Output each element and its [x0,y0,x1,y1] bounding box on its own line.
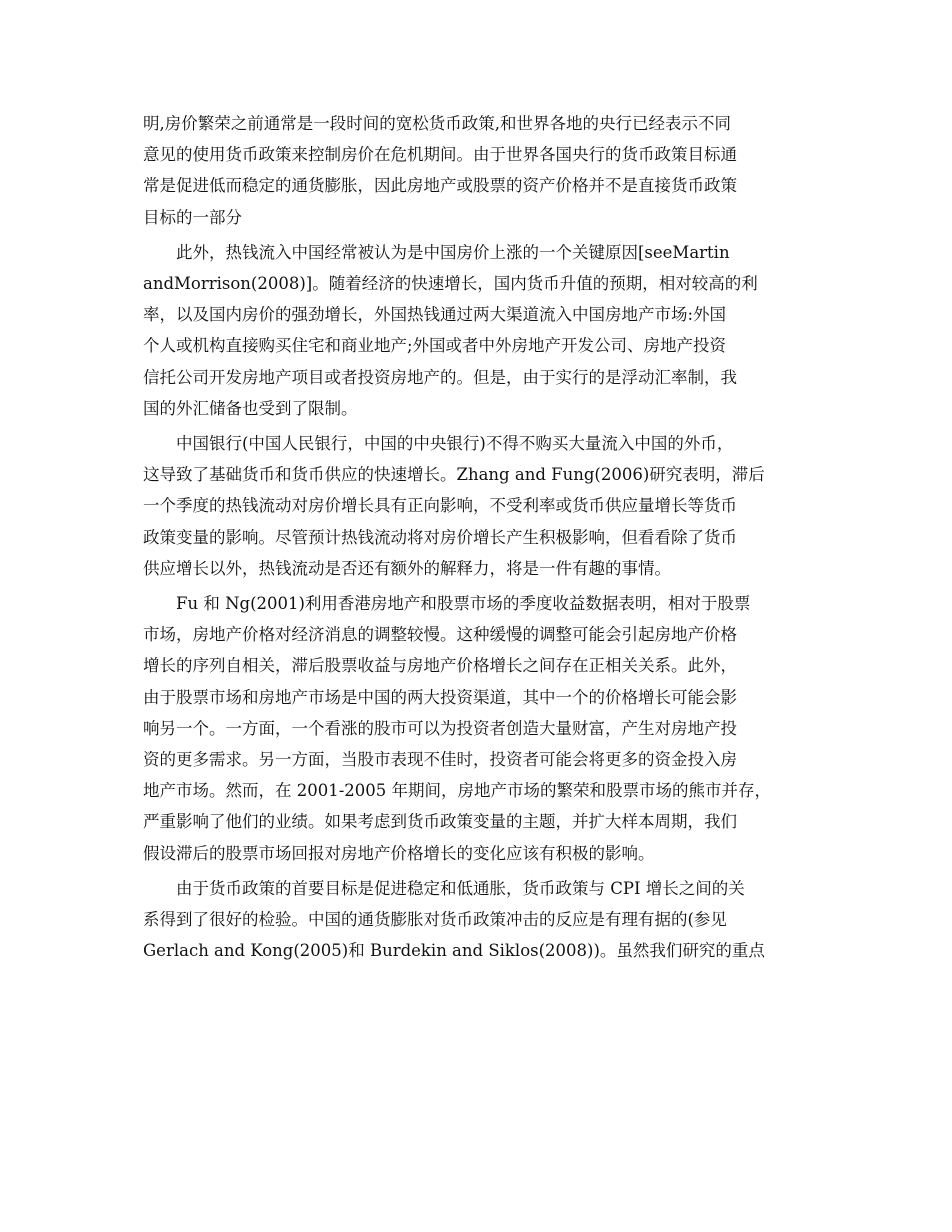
text-line: Fu 和 Ng(2001)利用香港房地产和股票市场的季度收益数据表明，相对于股票 [176,594,751,614]
text-line: 市场，房地产价格对经济消息的调整较慢。这种缓慢的调整可能会引起房地产价格 [143,625,737,645]
text-line: 中国银行(中国人民银行，中国的中央银行)不得不购买大量流入中国的外币， [176,434,734,454]
paragraph-2 [143,237,815,424]
text-line: 一个季度的热钱流动对房价增长具有正向影响，不受利率或货币供应量增长等货币 [143,496,737,516]
text-line: 增长的序列自相关，滞后股票收益与房地产价格增长之间存在正相关关系。此外， [143,656,737,676]
text-line: 个人或机构直接购买住宅和商业地产;外国或者中外房地产开发公司、房地产投资 [143,336,727,356]
text-line: Gerlach and Kong(2005)和 Burdekin and Siklos(2008))。虽然我们研究的重点 [143,941,765,961]
paragraph-5 [143,873,815,967]
text-line: 此外，热钱流入中国经常被认为是中国房价上涨的一个关键原因[seeMartin [176,242,730,262]
text-line: 地产市场。然而，在 2001-2005 年期间，房地产市场的繁荣和股票市场的熊市并存， [143,781,772,801]
text-line: 常是促进低而稳定的通货膨胀，因此房地产或股票的资产价格并不是直接货币政策 [143,176,737,196]
text-line: 这导致了基础货币和货币供应的快速增长。Zhang and Fung(2006)研究表明，滞后 [143,465,765,485]
text-line: 由于股票市场和房地产市场是中国的两大投资渠道，其中一个的价格增长可能会影 [143,687,737,707]
text-line: 资的更多需求。另一方面，当股市表现不佳时，投资者可能会将更多的资金投入房 [143,750,737,770]
paragraph-4 [143,588,815,869]
text-line: 假设滞后的股票市场回报对房地产价格增长的变化应该有积极的影响。 [143,843,655,863]
text-line: 率，以及国内房价的强劲增长，外国热钱通过两大渠道流入中国房地产市场:外国 [143,305,727,325]
text-line: 政策变量的影响。尽管预计热钱流动将对房价增长产生积极影响，但看看除了货币 [143,527,737,547]
text-line: 国的外汇储备也受到了限制。 [143,398,358,418]
text-line: 响另一个。一方面，一个看涨的股市可以为投资者创造大量财富，产生对房地产投 [143,718,737,738]
text-line: 供应增长以外，热钱流动是否还有额外的解释力，将是一件有趣的事情。 [143,558,671,578]
text-line: 明,房价繁荣之前通常是一段时间的宽松货币政策,和世界各地的央行已经表示不同 [143,114,731,133]
text-line: 严重影响了他们的业绩。如果考虑到货币政策变量的主题，并扩大样本周期，我们 [143,812,737,832]
paragraph-3 [143,428,815,584]
text-line: 意见的使用货币政策来控制房价在危机期间。由于世界各国央行的货币政策目标通 [143,145,737,165]
text-line: 信托公司开发房地产项目或者投资房地产的。但是，由于实行的是浮动汇率制，我 [143,367,737,387]
paragraph-1 [143,108,815,233]
text-line: andMorrison(2008)]。随着经济的快速增长，国内货币升值的预期，相对较高的利 [143,274,758,294]
text-line: 由于货币政策的首要目标是促进稳定和低通胀，货币政策与 CPI 增长之间的关 [176,878,745,898]
document-body [143,108,815,970]
text-line: 目标的一部分 [143,207,242,227]
text-line: 系得到了很好的检验。中国的通货膨胀对货币政策冲击的反应是有理有据的(参见 [143,910,727,930]
